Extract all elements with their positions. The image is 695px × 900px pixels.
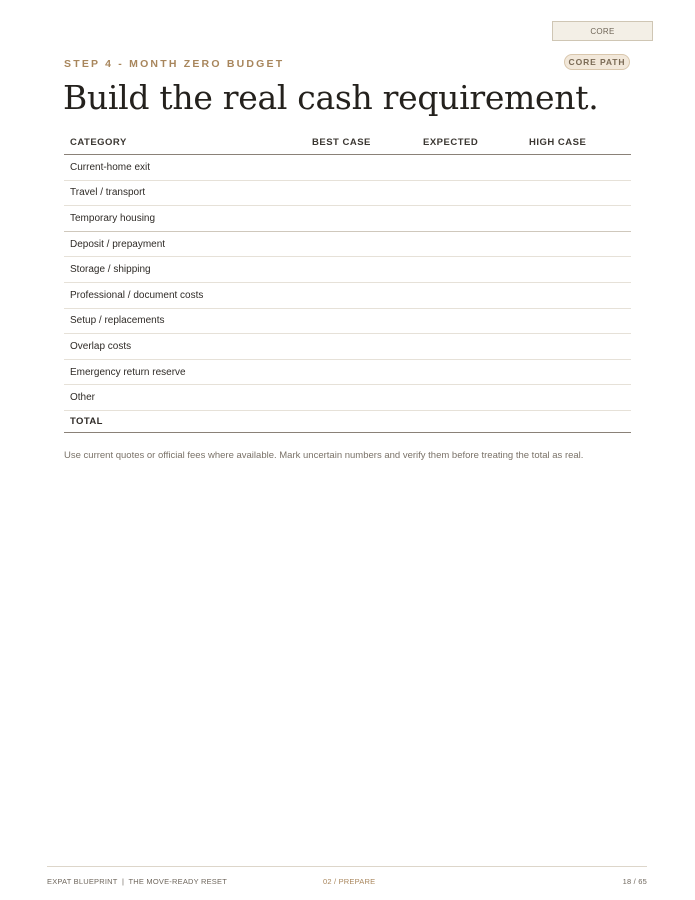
column-header-category: CATEGORY xyxy=(64,130,306,155)
row-category: Travel / transport xyxy=(64,180,306,206)
expected-cell[interactable] xyxy=(417,385,523,411)
high-case-cell[interactable] xyxy=(523,206,631,232)
row-category: Overlap costs xyxy=(64,334,306,360)
expected-cell[interactable] xyxy=(417,180,523,206)
footer-section: 02 / PREPARE xyxy=(323,877,376,886)
best-case-cell[interactable] xyxy=(306,155,417,181)
high-case-cell[interactable] xyxy=(523,180,631,206)
expected-cell[interactable] xyxy=(417,359,523,385)
expected-cell[interactable] xyxy=(417,257,523,283)
high-case-cell[interactable] xyxy=(523,257,631,283)
high-case-cell[interactable] xyxy=(523,334,631,360)
footer-page-number: 18 / 65 xyxy=(622,877,647,886)
budget-table xyxy=(64,130,631,433)
footer-divider xyxy=(47,866,647,867)
row-category: Professional / document costs xyxy=(64,282,306,308)
best-case-cell[interactable] xyxy=(306,359,417,385)
column-header-high-case: HIGH CASE xyxy=(523,130,631,155)
core-path-badge: CORE PATH xyxy=(564,54,630,70)
core-tab[interactable]: CORE xyxy=(552,21,653,41)
high-case-cell[interactable] xyxy=(523,359,631,385)
row-category: Deposit / prepayment xyxy=(64,231,306,257)
best-case-cell[interactable] xyxy=(306,308,417,334)
best-case-cell[interactable] xyxy=(306,206,417,232)
page-title: Build the real cash requirement. xyxy=(63,78,599,117)
expected-cell[interactable] xyxy=(417,155,523,181)
best-case-cell[interactable] xyxy=(306,257,417,283)
best-case-cell[interactable] xyxy=(306,282,417,308)
row-category: Current-home exit xyxy=(64,155,306,181)
best-case-cell[interactable] xyxy=(306,385,417,411)
expected-cell[interactable] xyxy=(417,334,523,360)
total-expected-cell[interactable] xyxy=(417,410,523,432)
step-label: STEP 4 - MONTH ZERO BUDGET xyxy=(64,58,285,70)
table-row xyxy=(64,334,631,360)
row-category: Temporary housing xyxy=(64,206,306,232)
guidance-note: Use current quotes or official fees where available. Mark uncertain numbers and verify them before treating the total as real. xyxy=(64,450,584,461)
row-category: Storage / shipping xyxy=(64,257,306,283)
row-category: Other xyxy=(64,385,306,411)
table-row xyxy=(64,385,631,411)
expected-cell[interactable] xyxy=(417,308,523,334)
table-row xyxy=(64,231,631,257)
total-high-case-cell[interactable] xyxy=(523,410,631,432)
best-case-cell[interactable] xyxy=(306,180,417,206)
table-row xyxy=(64,359,631,385)
high-case-cell[interactable] xyxy=(523,231,631,257)
table-row xyxy=(64,155,631,181)
expected-cell[interactable] xyxy=(417,231,523,257)
table-header-row xyxy=(64,130,631,155)
high-case-cell[interactable] xyxy=(523,155,631,181)
table-row xyxy=(64,180,631,206)
expected-cell[interactable] xyxy=(417,206,523,232)
total-row xyxy=(64,410,631,432)
row-category: Setup / replacements xyxy=(64,308,306,334)
row-category: Emergency return reserve xyxy=(64,359,306,385)
expected-cell[interactable] xyxy=(417,282,523,308)
table-row xyxy=(64,206,631,232)
high-case-cell[interactable] xyxy=(523,308,631,334)
table-row xyxy=(64,257,631,283)
best-case-cell[interactable] xyxy=(306,231,417,257)
high-case-cell[interactable] xyxy=(523,385,631,411)
high-case-cell[interactable] xyxy=(523,282,631,308)
column-header-expected: EXPECTED xyxy=(417,130,523,155)
footer-document-title: EXPAT BLUEPRINT | THE MOVE-READY RESET xyxy=(47,877,227,886)
column-header-best-case: BEST CASE xyxy=(306,130,417,155)
total-best-case-cell[interactable] xyxy=(306,410,417,432)
best-case-cell[interactable] xyxy=(306,334,417,360)
table-row xyxy=(64,308,631,334)
table-row xyxy=(64,282,631,308)
total-label: TOTAL xyxy=(64,410,306,432)
